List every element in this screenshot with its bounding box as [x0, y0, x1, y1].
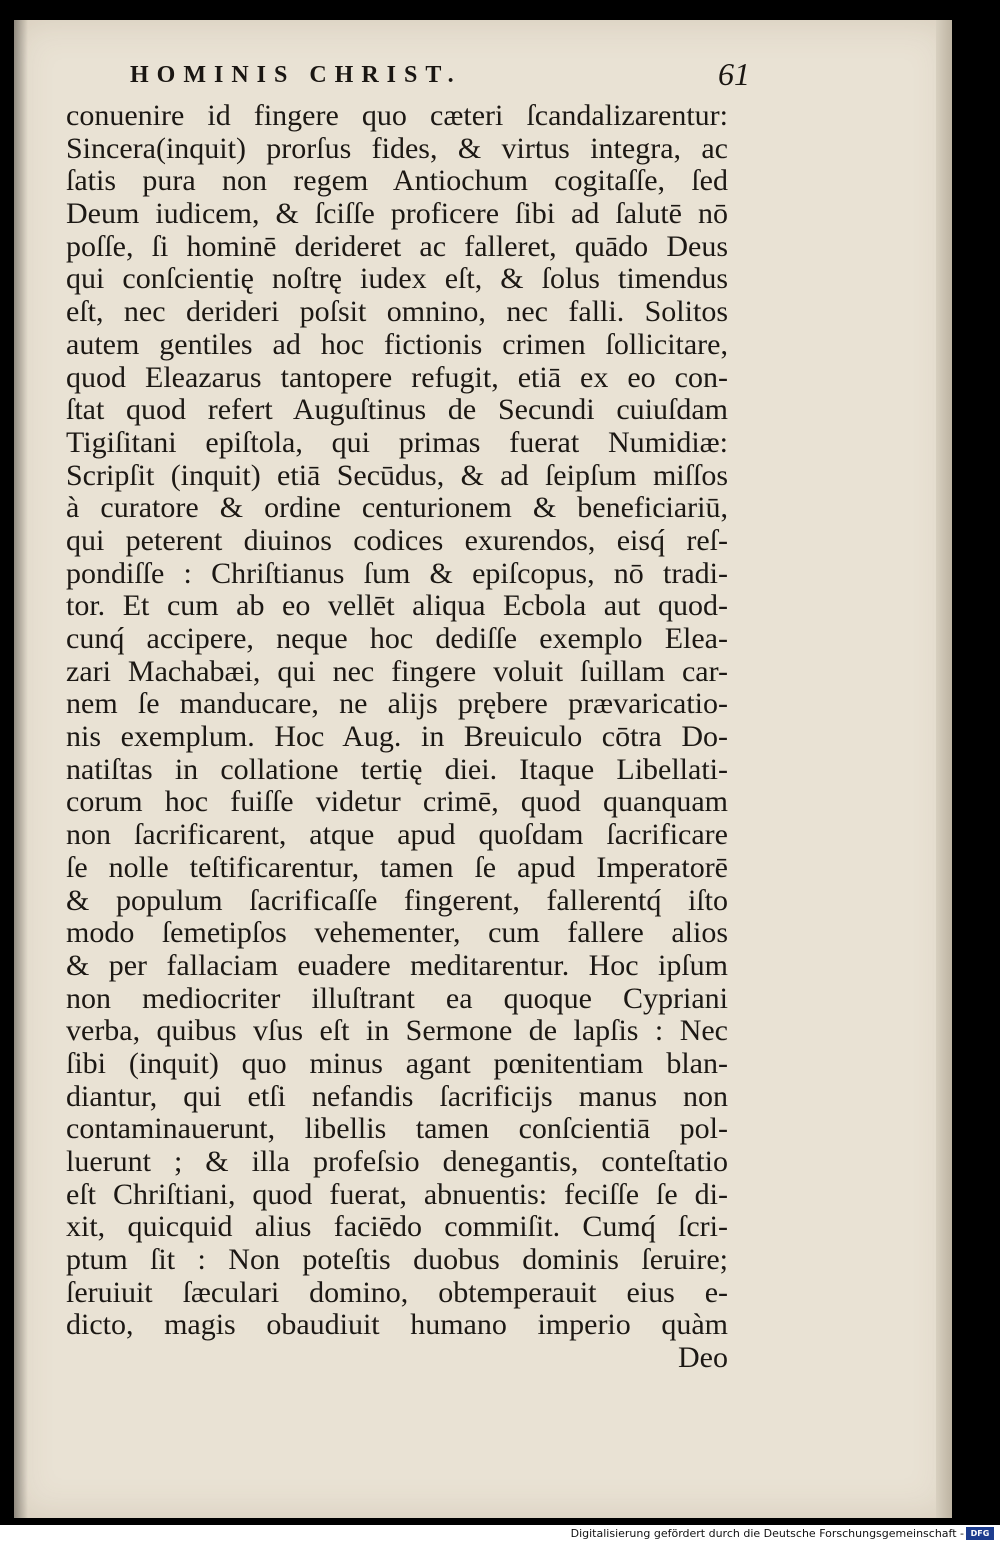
text-line: zari Machabæi, qui nec fingere voluit ſuillam car- [66, 654, 728, 688]
text-line: ſibi (inquit) quo minus agant pœnitentiam blan- [66, 1046, 728, 1080]
text-line: qui conſcientię noſtrę iudex eſt, & ſolus timendus [66, 262, 728, 296]
text-line: ptum ſit : Non poteſtis duobus dominis ſeruire; [66, 1243, 728, 1277]
text-line: conuenire id fingere quo cæteri ſcandalizarentur: [66, 99, 728, 132]
text-line: autem gentiles ad hoc fictionis crimen ſollicitare, [66, 327, 728, 361]
text-line: ſe nolle teſtificarentur, tamen ſe apud Imperatorē [66, 850, 728, 884]
text-line: dicto, magis obaudiuit humano imperio quàm [66, 1308, 728, 1342]
catchword: Deo [678, 1341, 728, 1375]
text-line: non mediocriter illuſtrant ea quoque Cypriani [66, 981, 728, 1015]
text-line: eſt Chriſtiani, quod fuerat, abnuentis: feciſſe ſe di- [66, 1177, 728, 1211]
page-number: 61 [718, 56, 750, 92]
text-line: à curatore & ordine centurionem & beneficiariū, [66, 491, 728, 525]
text-line: contaminauerunt, libellis tamen conſcientiā pol- [66, 1112, 728, 1146]
dfg-logo: DFG [966, 1527, 994, 1540]
text-line: eſt, nec derideri poſsit omnino, nec falli. Solitos [66, 295, 728, 329]
text-line: non ſacrificarent, atque apud quoſdam ſacrificare [66, 818, 728, 852]
text-line: cunq́ accipere, neque hoc dediſſe exemplo Elea- [66, 622, 728, 655]
text-line: verba, quibus vſus eſt in Sermone de lapſis : Nec [66, 1014, 728, 1048]
text-line: ſtat quod refert Auguſtinus de Secundi cuiuſdam [66, 393, 728, 427]
text-line: corum hoc fuiſſe videtur crimē, quod quanquam [66, 785, 728, 819]
text-line: nem ſe manducare, ne alijs prębere prævaricatio- [66, 687, 728, 721]
text-line: Sincera(inquit) prorſus fides, & virtus integra, ac [66, 131, 728, 165]
page-edge [936, 20, 952, 1518]
running-head [130, 56, 750, 102]
text-line: nis exemplum. Hoc Aug. in Breuiculo cōtra Do- [66, 720, 728, 754]
text-line: tor. Et cum ab eo vellēt aliqua Ecbola aut quod- [66, 589, 728, 623]
text-line: & populum ſacrificaſſe fingerent, fallerentq́ iſto [66, 883, 728, 917]
text-line: & per fallaciam euadere meditarentur. Hoc ipſum [66, 948, 728, 982]
text-line: Deum iudicem, & ſciſſe proficere ſibi ad ſalutē nō [66, 197, 728, 231]
text-line: modo ſemetipſos vehementer, cum fallere alios [66, 916, 728, 950]
text-line: Scripſit (inquit) etiā Secūdus, & ad ſeipſum miſſos [66, 458, 728, 492]
text-line: xit, quicquid alius faciēdo commiſit. Cumq́ ſcri- [66, 1210, 728, 1244]
text-line: qui peterent diuinos codices exurendos, eisq́ reſ- [66, 523, 728, 557]
text-line: pondiſſe : Chriſtianus ſum & epiſcopus, nō tradi- [66, 556, 728, 590]
page-gutter-shadow [14, 20, 28, 1518]
funding-credit: Digitalisierung gefördert durch die Deutsche Forschungsgemeinschaft - [570, 1527, 964, 1540]
text-line: ſatis pura non regem Antiochum cogitaſſe, ſed [66, 164, 728, 198]
text-line: natiſtas in collatione tertię diei. Itaque Libellati- [66, 752, 728, 786]
text-line: ſeruiuit ſæculari domino, obtemperauit eius e- [66, 1275, 728, 1309]
text-line: diantur, qui etſi nefandis ſacrificijs manus non [66, 1079, 728, 1113]
text-line: quod Eleazarus tantopere refugit, etiā ex eo con- [66, 360, 728, 394]
text-line: Tigiſitani epiſtola, qui primas fuerat Numidiæ: [66, 425, 728, 459]
body-text [66, 100, 728, 1375]
text-line: luerunt ; & illa profeſsio denegantis, conteſtatio [66, 1145, 728, 1178]
text-line: poſſe, ſi hominē derideret ac falleret, quādo Deus [66, 229, 728, 263]
digitization-footer [0, 1525, 1000, 1542]
running-title: HOMINIS CHRIST. [130, 62, 462, 88]
